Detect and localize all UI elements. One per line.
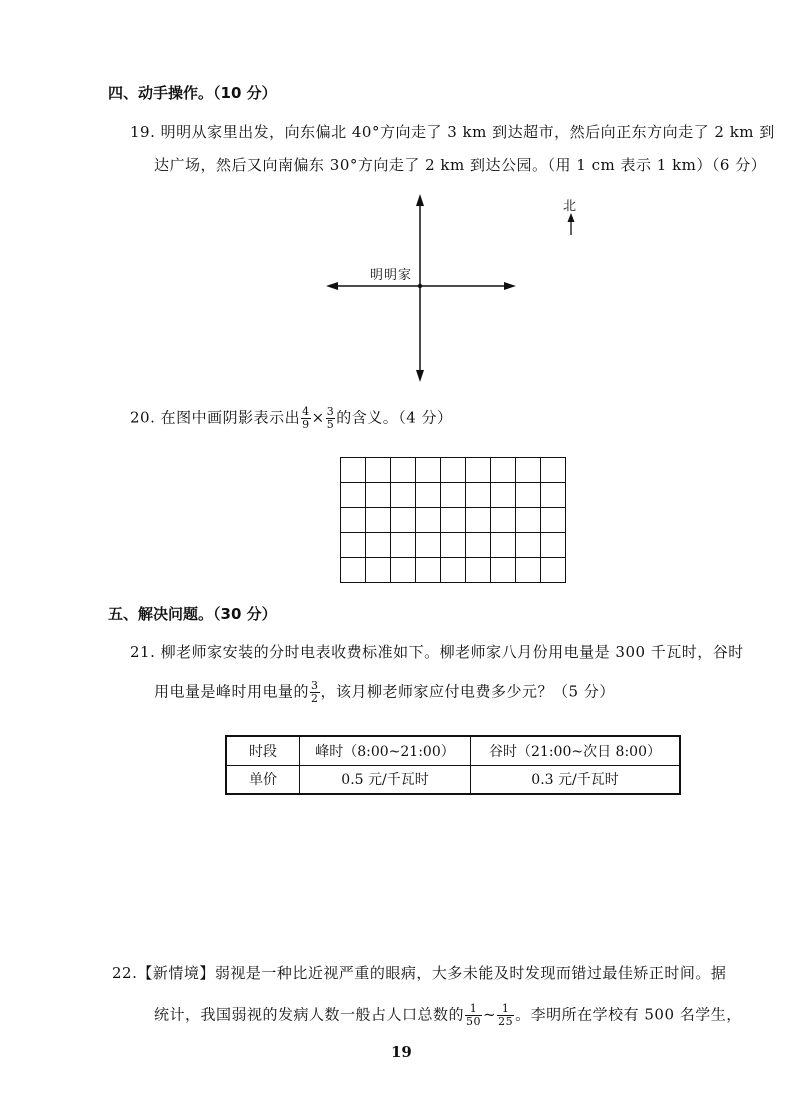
table-cell: 0.3 元/千瓦时 <box>471 765 681 794</box>
grid-cell[interactable] <box>366 508 391 533</box>
fraction-3-2 <box>310 680 320 705</box>
fraction-denominator: 25 <box>498 1015 514 1028</box>
grid-cell[interactable] <box>441 483 466 508</box>
grid-cell[interactable] <box>541 458 566 483</box>
grid-cell[interactable] <box>391 533 416 558</box>
grid-cell[interactable] <box>491 533 516 558</box>
grid-cell[interactable] <box>391 458 416 483</box>
fraction-1-25 <box>497 1003 514 1028</box>
grid-cell[interactable] <box>366 483 391 508</box>
axes <box>326 194 516 382</box>
price-table <box>225 735 681 795</box>
q21-line-1: 21. 柳老师家安装的分时电表收费标准如下。柳老师家八月份用电量是 300 千瓦时，谷时 <box>130 643 744 661</box>
arrow-right <box>504 282 516 290</box>
grid-row <box>341 558 566 583</box>
grid-cell[interactable] <box>541 558 566 583</box>
grid-cell[interactable] <box>491 558 516 583</box>
grid-cell[interactable] <box>441 458 466 483</box>
arrow-up <box>416 194 424 206</box>
q21-line-2 <box>154 680 615 705</box>
grid-cell[interactable] <box>516 458 541 483</box>
q20-suffix: 的含义。（4 分） <box>336 408 453 427</box>
grid-cell[interactable] <box>341 483 366 508</box>
grid-cell[interactable] <box>541 508 566 533</box>
grid-cell[interactable] <box>466 458 491 483</box>
grid-cell[interactable] <box>391 483 416 508</box>
table-row <box>226 765 680 794</box>
table-cell: 时段 <box>226 736 300 765</box>
fraction-denominator: 9 <box>302 418 310 431</box>
grid-cell[interactable] <box>391 558 416 583</box>
grid-cell[interactable] <box>466 558 491 583</box>
grid-row <box>341 508 566 533</box>
grid-row <box>341 533 566 558</box>
table-row <box>226 736 680 765</box>
fraction-denominator: 2 <box>311 692 319 705</box>
grid-cell[interactable] <box>541 483 566 508</box>
home-label: 明明家 <box>370 268 413 283</box>
fraction-numerator: 3 <box>311 679 319 692</box>
grid-cell[interactable] <box>541 533 566 558</box>
north-label: 北 <box>563 199 577 214</box>
fraction-numerator: 3 <box>326 405 335 418</box>
grid-cell[interactable] <box>416 508 441 533</box>
grid-cell[interactable] <box>416 533 441 558</box>
tilde-sign: ~ <box>483 1005 497 1024</box>
grid-cell[interactable] <box>466 533 491 558</box>
grid-cell[interactable] <box>416 483 441 508</box>
fraction-numerator: 4 <box>302 405 310 418</box>
grid-cell[interactable] <box>441 508 466 533</box>
page-number: 19 <box>391 1043 412 1061</box>
grid-cell[interactable] <box>341 458 366 483</box>
grid-cell[interactable] <box>516 483 541 508</box>
north-indicator <box>568 213 575 235</box>
fraction-denominator: 5 <box>326 418 335 431</box>
grid-cell[interactable] <box>441 558 466 583</box>
fraction-numerator: 1 <box>465 1003 482 1016</box>
section-4-title: 四、动手操作。（10 分） <box>108 84 277 102</box>
times-sign: × <box>311 408 325 427</box>
grid-cell[interactable] <box>341 558 366 583</box>
grid-cell[interactable] <box>341 533 366 558</box>
arrow-down <box>416 370 424 382</box>
grid-cell[interactable] <box>491 458 516 483</box>
table-cell: 峰时（8:00~21:00） <box>300 736 471 765</box>
table-cell: 谷时（21:00~次日 8:00） <box>471 736 681 765</box>
grid-cell[interactable] <box>366 533 391 558</box>
fraction-denominator: 50 <box>466 1015 482 1028</box>
grid-cell[interactable] <box>516 508 541 533</box>
grid-cell[interactable] <box>441 533 466 558</box>
origin-point <box>418 284 422 288</box>
grid-cell[interactable] <box>466 508 491 533</box>
table-cell: 0.5 元/千瓦时 <box>300 765 471 794</box>
q22-line-2-suffix: 。李明所在学校有 500 名学生， <box>515 1005 742 1024</box>
q20-prefix: 20. 在图中画阴影表示出 <box>130 408 301 427</box>
grid-cell[interactable] <box>391 508 416 533</box>
fraction-numerator: 1 <box>497 1003 514 1016</box>
fraction-4-9 <box>301 406 311 431</box>
q22-line-2 <box>154 1003 742 1028</box>
compass-diagram <box>0 0 800 400</box>
shading-grid[interactable] <box>340 457 566 583</box>
q19-line-2: 达广场，然后又向南偏东 30°方向走了 2 km 到达公园。（用 1 cm 表示 1 km）（6 分） <box>154 156 767 174</box>
grid-cell[interactable] <box>416 558 441 583</box>
grid-cell[interactable] <box>366 458 391 483</box>
section-5-title: 五、解决问题。（30 分） <box>108 605 277 623</box>
grid-cell[interactable] <box>366 558 391 583</box>
grid-cell[interactable] <box>466 483 491 508</box>
q22-line-1: 22.【新情境】弱视是一种比近视严重的眼病，大多未能及时发现而错过最佳矫正时间。据 <box>112 964 727 982</box>
grid-cell[interactable] <box>341 508 366 533</box>
grid-cell[interactable] <box>516 558 541 583</box>
q20-line <box>130 406 453 431</box>
grid-row <box>341 483 566 508</box>
q21-line-2-prefix: 用电量是峰时用电量的 <box>154 682 310 701</box>
q21-line-2-suffix: ，该月柳老师家应付电费多少元？（5 分） <box>320 682 615 701</box>
q22-line-2-prefix: 统计，我国弱视的发病人数一般占人口总数的 <box>154 1005 465 1024</box>
grid-cell[interactable] <box>516 533 541 558</box>
fraction-1-50 <box>465 1003 482 1028</box>
north-arrow-icon <box>568 213 575 222</box>
q19-line-1: 19. 明明从家里出发，向东偏北 40°方向走了 3 km 到达超市，然后向正东方向走了 2 km 到 <box>130 123 775 141</box>
grid-row <box>341 458 566 483</box>
grid-cell[interactable] <box>491 508 516 533</box>
fraction-3-5 <box>326 406 336 431</box>
grid-cell[interactable] <box>491 483 516 508</box>
grid-cell[interactable] <box>416 458 441 483</box>
table-cell: 单价 <box>226 765 300 794</box>
arrow-left <box>326 282 338 290</box>
